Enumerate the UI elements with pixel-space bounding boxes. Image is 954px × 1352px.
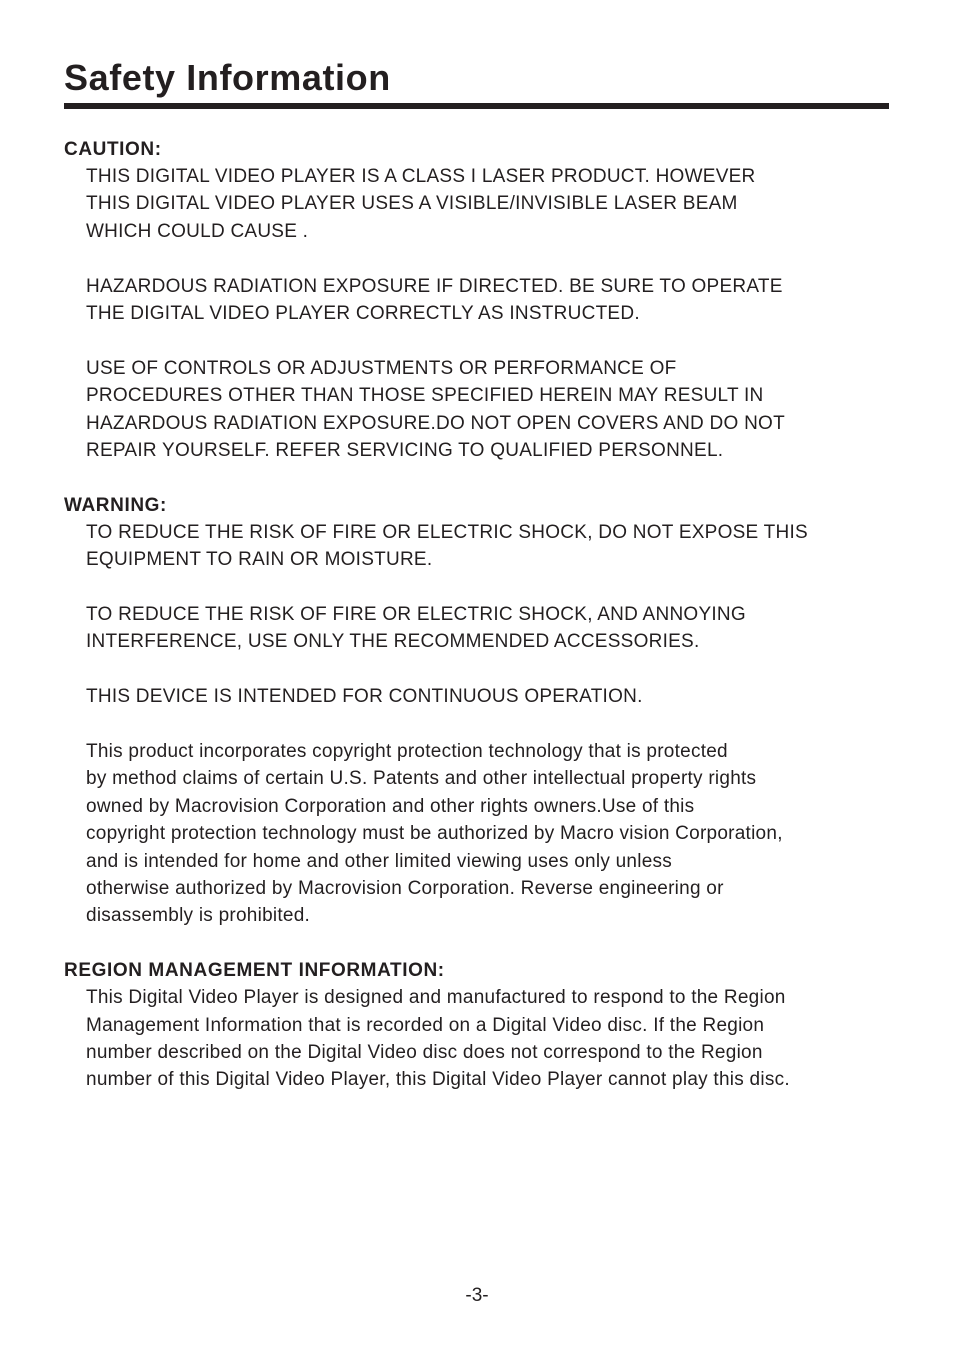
- region-section: [64, 957, 894, 1094]
- caution-heading: CAUTION:: [64, 139, 162, 160]
- region-paragraph: This Digital Video Player is designed and manufactured to respond to the Region Management Information that is recorded on a Digital Video disc. If the Region number described on the Digital Video disc does not correspond to the Region number of this Digital Video Player, this Digital Video Player cannot play this disc.: [86, 987, 790, 1091]
- warning-paragraph-copyright: This product incorporates copyright protection technology that is protected by method claims of certain U.S. Patents and other intellectual property rights owned by Macrovision Corporation and other rights owners.Use of this copyright protection technology must be authorized by Macro vision Corporation, and is intended for home and other limited viewing uses only unless otherwise authorized by Macrovision Corporation. Reverse engineering or disassembly is prohibited.: [86, 741, 783, 927]
- title-divider: [64, 103, 889, 109]
- caution-paragraph-laser-class: THIS DIGITAL VIDEO PLAYER IS A CLASS I LASER PRODUCT. HOWEVER THIS DIGITAL VIDEO PLAYER USES A VISIBLE/INVISIBLE LASER BEAM WHICH COULD CAUSE .: [86, 166, 756, 242]
- warning-paragraph-rain-moisture: TO REDUCE THE RISK OF FIRE OR ELECTRIC SHOCK, DO NOT EXPOSE THIS EQUIPMENT TO RAIN OR MOISTURE.: [86, 521, 808, 571]
- region-body: [64, 984, 894, 1094]
- caution-paragraph-radiation-exposure: HAZARDOUS RADIATION EXPOSURE IF DIRECTED. BE SURE TO OPERATE THE DIGITAL VIDEO PLAYER CORRECTLY AS INSTRUCTED.: [86, 275, 783, 325]
- caution-section: [64, 136, 894, 464]
- region-heading: REGION MANAGEMENT INFORMATION:: [64, 960, 445, 982]
- warning-paragraph-continuous-operation: THIS DEVICE IS INTENDED FOR CONTINUOUS OPERATION.: [86, 686, 643, 708]
- warning-section: [64, 492, 894, 930]
- warning-heading: WARNING:: [64, 494, 167, 516]
- warning-paragraph-accessories: TO REDUCE THE RISK OF FIRE OR ELECTRIC SHOCK, AND ANNOYING INTERFERENCE, USE ONLY THE RECOMMENDED ACCESSORIES.: [86, 604, 746, 653]
- page-title: Safety Information: [64, 57, 391, 98]
- page-number: -3-: [465, 1285, 489, 1306]
- caution-body: [64, 163, 894, 464]
- warning-body: [64, 519, 894, 930]
- page-content: [64, 136, 894, 1094]
- caution-paragraph-controls: USE OF CONTROLS OR ADJUSTMENTS OR PERFORMANCE OF PROCEDURES OTHER THAN THOSE SPECIFIED HEREIN MAY RESULT IN HAZARDOUS RADIATION EXPOSURE.DO NOT OPEN COVERS AND DO NOT REPAIR YOURSELF. REFER SERVICING TO QUALIFIED PERSONNEL.: [86, 357, 785, 462]
